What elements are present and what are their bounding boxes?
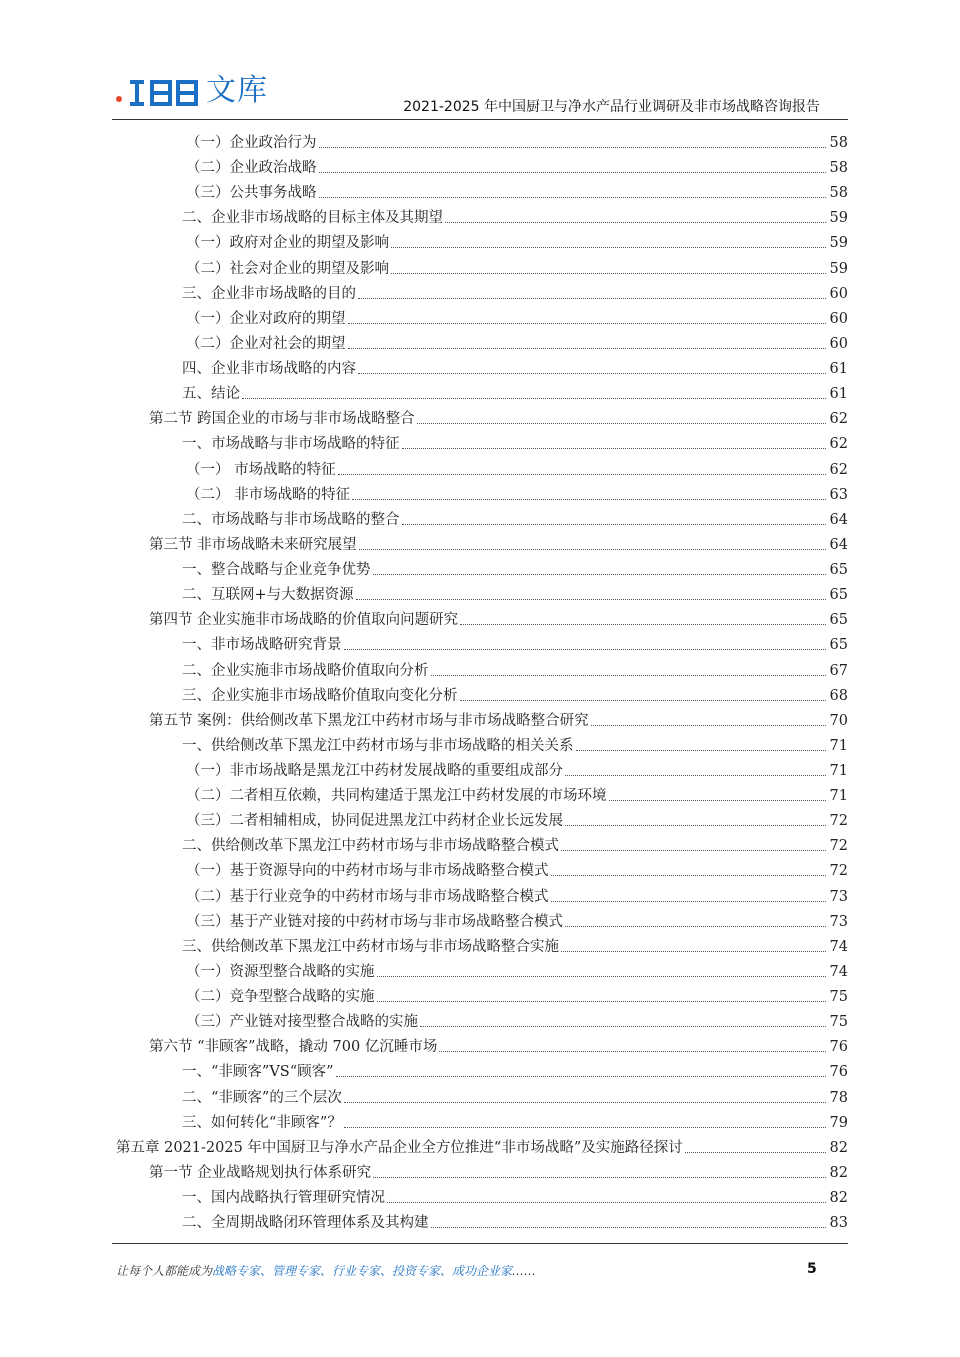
toc-dot-leader bbox=[358, 298, 826, 299]
toc-entry[interactable] bbox=[0, 580, 848, 605]
toc-entry-page: 72 bbox=[829, 838, 848, 855]
toc-entry-page: 79 bbox=[829, 1114, 848, 1131]
toc-dot-leader bbox=[460, 624, 826, 625]
toc-entry-page: 60 bbox=[829, 335, 848, 352]
toc-entry-title: 三、企业非市场战略的目的 bbox=[182, 285, 356, 302]
toc-entry-title: （三）二者相辅相成，协同促进黑龙江中药材企业长远发展 bbox=[186, 813, 563, 830]
toc-entry-page: 58 bbox=[829, 185, 848, 202]
toc-entry-title: 一、非市场战略研究背景 bbox=[182, 637, 342, 654]
toc-entry-title: 三、企业实施非市场战略价值取向变化分析 bbox=[182, 687, 458, 704]
toc-entry-page: 68 bbox=[829, 687, 848, 704]
toc-dot-leader bbox=[338, 474, 826, 475]
toc-dot-leader bbox=[420, 1026, 826, 1027]
toc-dot-leader bbox=[319, 172, 827, 173]
toc-entry-page: 65 bbox=[829, 612, 848, 629]
toc-entry-page: 64 bbox=[829, 536, 848, 553]
toc-entry-page: 58 bbox=[829, 135, 848, 151]
toc-dot-leader bbox=[356, 599, 826, 600]
toc-entry-page: 71 bbox=[829, 737, 848, 754]
slogan-suffix: …… bbox=[512, 1264, 537, 1278]
toc-entry[interactable] bbox=[0, 882, 848, 907]
toc-entry[interactable] bbox=[0, 957, 848, 982]
toc-entry-page: 62 bbox=[829, 411, 848, 428]
toc-entry[interactable] bbox=[0, 731, 848, 756]
toc-dot-leader bbox=[358, 373, 826, 374]
toc-dot-leader bbox=[373, 574, 827, 575]
toc-entry[interactable] bbox=[0, 681, 848, 706]
toc-entry[interactable] bbox=[0, 203, 848, 228]
toc-entry-title: （一）非市场战略是黑龙江中药材发展战略的重要组成部分 bbox=[186, 763, 563, 779]
toc-entry-page: 59 bbox=[829, 235, 848, 252]
toc-entry[interactable] bbox=[0, 480, 848, 505]
toc-entry[interactable] bbox=[0, 429, 848, 454]
toc-entry-page: 76 bbox=[829, 1064, 848, 1081]
toc-entry-page: 65 bbox=[829, 637, 848, 654]
toc-entry-page: 63 bbox=[829, 486, 848, 503]
toc-dot-leader bbox=[344, 649, 827, 650]
toc-entry[interactable] bbox=[0, 1158, 848, 1183]
toc-dot-leader bbox=[439, 1051, 826, 1052]
toc-entry-title: （二）企业对社会的期望 bbox=[186, 335, 346, 352]
toc-entry-page: 72 bbox=[829, 863, 848, 880]
toc-entry-title: （三）公共事务战略 bbox=[186, 185, 317, 202]
toc-entry-title: 一、市场战略与非市场战略的特征 bbox=[182, 436, 400, 453]
toc-dot-leader bbox=[685, 1152, 826, 1153]
toc-entry-page: 72 bbox=[829, 813, 848, 830]
toc-entry[interactable] bbox=[0, 329, 848, 354]
toc-entry-page: 58 bbox=[829, 160, 848, 177]
toc-entry-title: 三、如何转化“非顾客”？ bbox=[182, 1114, 342, 1131]
toc-dot-leader bbox=[391, 273, 826, 274]
toc-entry[interactable] bbox=[0, 1183, 848, 1208]
toc-entry-title: （三）基于产业链对接的中药材市场与非市场战略整合模式 bbox=[186, 913, 563, 930]
toc-entry[interactable] bbox=[0, 178, 848, 203]
toc-entry[interactable] bbox=[0, 153, 848, 178]
toc-entry-title: （二）二者相互依赖，共同构建适于黑龙江中药材发展的市场环境 bbox=[186, 788, 607, 805]
toc-entry-page: 82 bbox=[829, 1139, 848, 1156]
toc-dot-leader bbox=[561, 951, 826, 952]
toc-entry[interactable] bbox=[0, 756, 848, 781]
toc-entry-title: 第一节 企业战略规划执行体系研究 bbox=[149, 1164, 372, 1181]
toc-entry-title: 一、供给侧改革下黑龙江中药材市场与非市场战略的相关关系 bbox=[182, 737, 574, 754]
toc-entry[interactable] bbox=[0, 932, 848, 957]
toc-entry[interactable] bbox=[0, 254, 848, 279]
toc-dot-leader bbox=[551, 901, 827, 902]
toc-entry-page: 75 bbox=[829, 989, 848, 1006]
toc-dot-leader bbox=[336, 1076, 826, 1077]
toc-entry-title: 二、企业实施非市场战略价值取向分析 bbox=[182, 662, 429, 679]
toc-entry[interactable] bbox=[0, 706, 848, 731]
toc-entry-title: 二、供给侧改革下黑龙江中药材市场与非市场战略整合模式 bbox=[182, 838, 559, 855]
toc-entry[interactable] bbox=[0, 304, 848, 329]
toc-entry-title: （二）竞争型整合战略的实施 bbox=[186, 989, 375, 1006]
toc-dot-leader bbox=[348, 323, 827, 324]
toc-dot-leader bbox=[377, 976, 827, 977]
footer-divider bbox=[112, 1243, 848, 1244]
toc-dot-leader bbox=[576, 750, 827, 751]
toc-entry[interactable] bbox=[0, 656, 848, 681]
toc-entry-page: 61 bbox=[829, 361, 848, 378]
toc-entry-title: （一） 市场战略的特征 bbox=[186, 461, 336, 478]
toc-dot-leader bbox=[373, 1177, 826, 1178]
toc-dot-leader bbox=[551, 875, 827, 876]
toc-entry-title: （二） 非市场战略的特征 bbox=[186, 486, 351, 503]
toc-entry[interactable] bbox=[0, 1007, 848, 1032]
toc-entry-title: 二、互联网+与大数据资源 bbox=[182, 587, 354, 604]
toc-dot-leader bbox=[348, 348, 827, 349]
toc-entry-page: 74 bbox=[829, 963, 848, 980]
toc-entry-page: 65 bbox=[829, 587, 848, 604]
toc-entry[interactable] bbox=[0, 530, 848, 555]
toc-entry-page: 59 bbox=[829, 210, 848, 227]
toc-dot-leader bbox=[561, 850, 826, 851]
toc-entry[interactable] bbox=[0, 1032, 848, 1057]
toc-entry[interactable] bbox=[0, 831, 848, 856]
toc-entry-title: 第五章 2021-2025 年中国厨卫与净水产品企业全方位推进“非市场战略”及实施路径探讨 bbox=[116, 1139, 683, 1156]
toc-entry-page: 65 bbox=[829, 562, 848, 579]
toc-entry[interactable] bbox=[0, 630, 848, 655]
toc-entry-title: 二、企业非市场战略的目标主体及其期望 bbox=[182, 210, 443, 227]
toc-entry[interactable] bbox=[0, 505, 848, 530]
toc-entry-title: 第六节 “非顾客”战略，撬动 700 亿沉睡市场 bbox=[149, 1039, 438, 1056]
brand-logo[interactable] bbox=[116, 72, 268, 108]
toc-entry-title: （一）政府对企业的期望及影响 bbox=[186, 235, 389, 252]
toc-dot-leader bbox=[417, 423, 826, 424]
header-divider bbox=[112, 119, 848, 120]
toc-entry-title: 二、市场战略与非市场战略的整合 bbox=[182, 511, 400, 528]
toc-entry-title: （二）企业政治战略 bbox=[186, 160, 317, 177]
toc-entry[interactable] bbox=[0, 1108, 848, 1133]
toc-entry[interactable] bbox=[0, 605, 848, 630]
toc-dot-leader bbox=[460, 700, 827, 701]
toc-entry[interactable] bbox=[0, 907, 848, 932]
toc-dot-leader bbox=[344, 1127, 826, 1128]
toc-entry-page: 61 bbox=[829, 386, 848, 403]
toc-dot-leader bbox=[402, 524, 827, 525]
toc-entry-page: 62 bbox=[829, 461, 848, 478]
page-number: 5 bbox=[807, 1261, 817, 1277]
toc-dot-leader bbox=[344, 1102, 826, 1103]
toc-dot-leader bbox=[377, 1001, 827, 1002]
slogan-highlight: 战略专家、管理专家、行业专家、投资专家、成功企业家 bbox=[212, 1264, 513, 1278]
toc-entry[interactable] bbox=[0, 1057, 848, 1082]
toc-dot-leader bbox=[565, 775, 826, 776]
toc-entry-title: 一、国内战略执行管理研究情况 bbox=[182, 1190, 385, 1207]
toc-dot-leader bbox=[565, 926, 826, 927]
toc-entry[interactable] bbox=[0, 982, 848, 1007]
toc-entry[interactable] bbox=[0, 1208, 848, 1233]
toc-entry-title: 第五节 案例：供给侧改革下黑龙江中药材市场与非市场战略整合研究 bbox=[149, 712, 589, 729]
toc-entry[interactable] bbox=[0, 228, 848, 253]
toc-entry-page: 60 bbox=[829, 310, 848, 327]
toc-entry-title: 一、整合战略与企业竞争优势 bbox=[182, 562, 371, 579]
toc-entry[interactable] bbox=[0, 1133, 848, 1158]
toc-entry[interactable] bbox=[0, 781, 848, 806]
toc-entry-title: （二）社会对企业的期望及影响 bbox=[186, 260, 389, 277]
toc-dot-leader bbox=[319, 197, 827, 198]
toc-entry[interactable] bbox=[0, 128, 848, 153]
toc-entry-page: 71 bbox=[829, 788, 848, 805]
toc-entry-title: 二、全周期战略闭环管理体系及其构建 bbox=[182, 1215, 429, 1232]
brand-name: 文库 bbox=[206, 73, 268, 108]
toc-entry[interactable] bbox=[0, 279, 848, 304]
toc-entry-page: 67 bbox=[829, 662, 848, 679]
toc-entry-title: 二、“非顾客”的三个层次 bbox=[182, 1089, 342, 1106]
toc-entry[interactable] bbox=[0, 354, 848, 379]
toc-entry-title: 三、供给侧改革下黑龙江中药材市场与非市场战略整合实施 bbox=[182, 938, 559, 955]
toc-entry-title: 四、企业非市场战略的内容 bbox=[182, 361, 356, 378]
toc-dot-leader bbox=[319, 147, 827, 148]
toc-entry[interactable] bbox=[0, 455, 848, 480]
toc-entry[interactable] bbox=[0, 379, 848, 404]
toc-dot-leader bbox=[565, 825, 826, 826]
logo-dot-icon bbox=[116, 96, 122, 102]
toc-entry-page: 82 bbox=[829, 1190, 848, 1207]
toc-entry-page: 59 bbox=[829, 260, 848, 277]
toc-entry-page: 74 bbox=[829, 938, 848, 955]
toc-dot-leader bbox=[359, 549, 826, 550]
toc-entry-title: （三）产业链对接型整合战略的实施 bbox=[186, 1014, 418, 1031]
toc-dot-leader bbox=[391, 247, 826, 248]
slogan-prefix: 让每个人都能成为 bbox=[116, 1264, 213, 1278]
toc-entry[interactable] bbox=[0, 555, 848, 580]
toc-dot-leader bbox=[431, 675, 827, 676]
toc-entry-page: 83 bbox=[829, 1215, 848, 1232]
toc-entry-page: 70 bbox=[829, 712, 848, 729]
toc-dot-leader bbox=[591, 725, 826, 726]
toc-entry-title: 五、结论 bbox=[182, 386, 240, 403]
toc-entry[interactable] bbox=[0, 404, 848, 429]
toc-entry-page: 73 bbox=[829, 913, 848, 930]
toc-entry-title: （一）企业政治行为 bbox=[186, 135, 317, 151]
toc-entry-page: 60 bbox=[829, 285, 848, 302]
toc-entry-page: 62 bbox=[829, 436, 848, 453]
toc-dot-leader bbox=[431, 1227, 827, 1228]
toc-entry-page: 82 bbox=[829, 1164, 848, 1181]
toc-entry-page: 64 bbox=[829, 511, 848, 528]
toc-entry-page: 78 bbox=[829, 1089, 848, 1106]
toc-entry-title: （一）基于资源导向的中药材市场与非市场战略整合模式 bbox=[186, 863, 549, 880]
toc-entry-page: 71 bbox=[829, 763, 848, 779]
toc-dot-leader bbox=[445, 222, 826, 223]
toc-dot-leader bbox=[609, 800, 827, 801]
toc-dot-leader bbox=[402, 448, 827, 449]
toc-entry-title: （二）基于行业竞争的中药材市场与非市场战略整合模式 bbox=[186, 888, 549, 905]
toc-entry[interactable] bbox=[0, 856, 848, 881]
toc-entry[interactable] bbox=[0, 806, 848, 831]
toc-entry-title: 第二节 跨国企业的市场与非市场战略整合 bbox=[149, 411, 415, 428]
toc-entry-page: 75 bbox=[829, 1014, 848, 1031]
toc-entry-title: 第四节 企业实施非市场战略的价值取向问题研究 bbox=[149, 612, 459, 629]
toc-dot-leader bbox=[387, 1202, 826, 1203]
toc-entry-page: 76 bbox=[829, 1039, 848, 1056]
toc-dot-leader bbox=[352, 499, 826, 500]
logo-mark-icon bbox=[126, 78, 200, 108]
footer-slogan bbox=[116, 1262, 536, 1279]
document-title: 2021-2025 年中国厨卫与净水产品行业调研及非市场战略咨询报告 bbox=[403, 99, 820, 115]
toc-entry[interactable] bbox=[0, 1083, 848, 1108]
toc-dot-leader bbox=[242, 398, 826, 399]
toc-entry-title: 一、“非顾客”VS“顾客” bbox=[182, 1064, 334, 1081]
toc-entry-title: （一）企业对政府的期望 bbox=[186, 310, 346, 327]
toc-entry-title: 第三节 非市场战略未来研究展望 bbox=[149, 536, 357, 553]
page-header bbox=[0, 0, 960, 125]
toc-entry-title: （一）资源型整合战略的实施 bbox=[186, 963, 375, 980]
toc-entry-page: 73 bbox=[829, 888, 848, 905]
